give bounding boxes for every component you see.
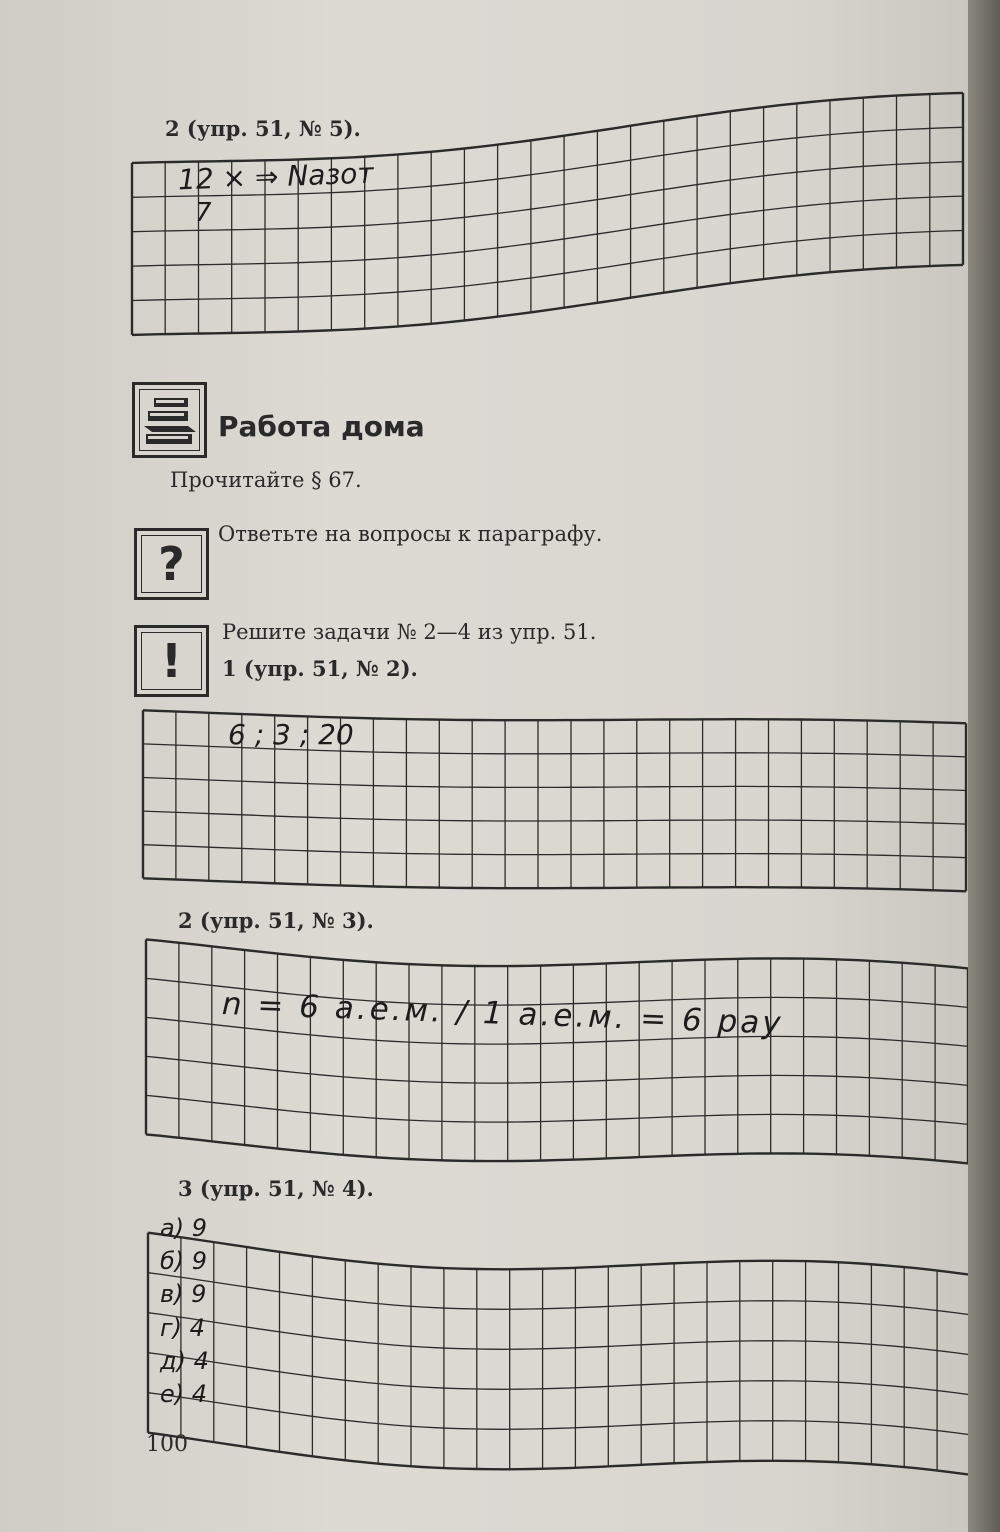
- page-number: 100: [146, 1432, 188, 1457]
- task3-answer-row: б) 9: [160, 1247, 208, 1275]
- prev-task-label: 2 (упр. 51, № 5).: [165, 116, 361, 141]
- home-heading: Работа дома: [218, 410, 425, 443]
- tasks-instruction: Решите задачи № 2—4 из упр. 51.: [222, 620, 597, 644]
- task3-answer-row: а) 9: [160, 1214, 207, 1242]
- question-mark-icon: ?: [158, 537, 185, 591]
- questions-instruction: Ответьте на вопросы к параграфу.: [218, 522, 603, 546]
- prev-task-answer-sub: 7: [195, 198, 212, 228]
- task3-answer-row: д) 4: [160, 1347, 209, 1375]
- task2-answer: n = 6 а.е.м. / 1 а.е.м. = 6 рау: [221, 986, 785, 1042]
- task3-label: 3 (упр. 51, № 4).: [178, 1176, 374, 1201]
- task1-answer: 6 ; 3 ; 20: [228, 718, 354, 751]
- task3-answer-row: е) 4: [160, 1380, 208, 1408]
- task2-label: 2 (упр. 51, № 3).: [178, 908, 374, 933]
- read-instruction: Прочитайте § 67.: [170, 468, 362, 492]
- task1-label: 1 (упр. 51, № 2).: [222, 656, 418, 681]
- task3-answer-row: в) 9: [160, 1280, 207, 1308]
- prev-task-answer: 12 × ⇒ Nазот: [177, 156, 375, 197]
- task3-answer-row: г) 4: [160, 1314, 205, 1342]
- next-page-edge: [968, 0, 1000, 1532]
- exclamation-mark-icon: !: [161, 634, 182, 688]
